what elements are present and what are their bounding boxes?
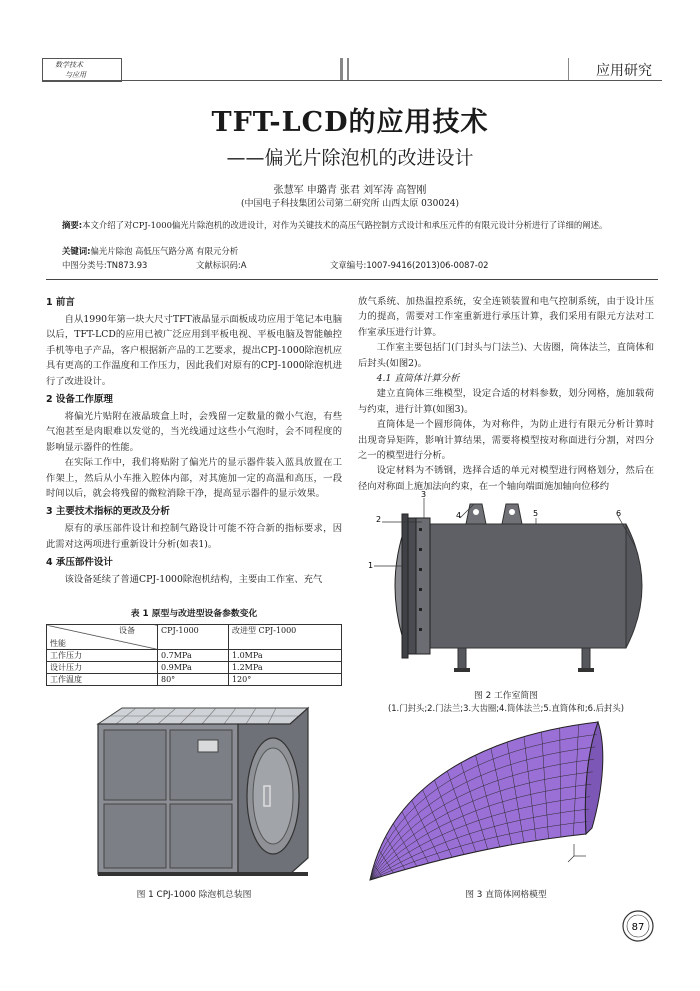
figure-2-chamber-diagram bbox=[366, 488, 654, 680]
fig2-label-4: 4 bbox=[456, 511, 462, 520]
table-cell: 1.0MPa bbox=[228, 650, 341, 662]
paragraph: 将偏光片贴附在液晶玻盒上时，会残留一定数量的微小气泡，有些气泡甚至是肉眼难以发觉的，当光线通过这些小气泡时，会不同程度的影响显示器件的性能。 bbox=[46, 411, 342, 453]
paper-subtitle: ——偏光片除泡机的改进设计 bbox=[226, 147, 474, 169]
figure-3-caption: 图 3 直筒体网格模型 bbox=[465, 890, 547, 900]
header-col1: CPJ-1000 bbox=[158, 625, 229, 650]
table-cell: 工作压力 bbox=[47, 650, 158, 662]
keywords-label: 关键词: bbox=[62, 246, 91, 256]
table-row bbox=[47, 674, 342, 686]
abstract-label: 摘要: bbox=[62, 220, 83, 230]
paragraph: 自从1990年第一块大尺寸TFT液晶显示面板成功应用于笔记本电脑以后，TFT-LCD的应用已被广泛应用到平板电视、平板电脑及智能触控手机等电子产品，客户根据新产品的工艺要求，提出CPJ-1000除泡机应具有更高的工作温度和工作压力，因此我们对原有的CPJ-1000除泡机进行了改进设计。 bbox=[46, 314, 342, 387]
table-cell: 工作温度 bbox=[47, 674, 158, 686]
figure-1-machine-illustration bbox=[76, 692, 316, 882]
table-row bbox=[47, 650, 342, 662]
table-cell: 0.9MPa bbox=[158, 662, 229, 674]
table-cell: 80° bbox=[158, 674, 229, 686]
header-equipment: 设备 bbox=[119, 626, 135, 635]
paragraph: 放气系统、加热温控系统，安全连锁装置和电气控制系统，由于设计压力的提高，需要对工作室重新进行承压计算，我们采用有限元方法对工作室承压进行计算。 bbox=[358, 296, 654, 338]
left-column bbox=[46, 294, 342, 588]
fig2-label-1: 1 bbox=[368, 561, 374, 570]
fig2-label-2: 2 bbox=[376, 515, 382, 524]
keywords bbox=[62, 245, 238, 257]
figure-3-mesh-model bbox=[360, 716, 656, 884]
keywords-text: 偏光片除泡 高低压气路分离 有限元分析 bbox=[90, 246, 239, 256]
page-number-seal bbox=[622, 910, 654, 942]
diagonal-header-cell bbox=[47, 625, 158, 650]
paragraph: 在实际工作中，我们将贴附了偏光片的显示器件装入蓝具放置在工作架上，然后从小车推入腔体内部，对其施加一定的高温和高压，一段时间以后，就会将残留的微粒消除干净，提高显示器件的显示效果。 bbox=[46, 457, 342, 500]
abstract bbox=[46, 219, 658, 232]
section-heading: 2 设备工作原理 bbox=[46, 394, 113, 406]
paper-title: TFT-LCD的应用技术 bbox=[211, 107, 489, 138]
paragraph: 工作室主要包括门(门封头与门法兰)、大齿圈，筒体法兰，直筒体和后封头(如图2)。 bbox=[358, 342, 654, 369]
table-cell: 1.2MPa bbox=[228, 662, 341, 674]
table-cell: 0.7MPa bbox=[158, 650, 229, 662]
header-col2: 改进型 CPJ-1000 bbox=[228, 625, 341, 650]
table-header-row bbox=[47, 625, 342, 650]
section-heading: 1 前言 bbox=[46, 297, 75, 308]
paragraph: 直筒体是一个圆形筒体，为对称件，为防止进行有限元分析计算时出现奇异矩阵，影响计算结果，需要将模型按对称面进行分割，对四分之一的模型进行分析。 bbox=[358, 419, 654, 462]
abstract-text: 本文介绍了对CPJ-1000偏光片除泡机的改进设计，对作为关键技术的高压气路控制方式设计和承压元件的有限元设计分析进行了详细的阐述。 bbox=[82, 220, 608, 230]
article-number: 文章编号:1007-9416(2013)06-0087-02 bbox=[330, 260, 489, 270]
section-heading: 4 承压部件设计 bbox=[46, 557, 113, 569]
header-divider-mark bbox=[568, 58, 569, 80]
table-cell: 设计压力 bbox=[47, 662, 158, 674]
badge-line-1: 数学技术 bbox=[55, 61, 83, 69]
fig2-label-5: 5 bbox=[533, 509, 539, 518]
clc-number: 中图分类号:TN873.93 bbox=[62, 260, 148, 270]
badge-line-2: 与应用 bbox=[65, 71, 86, 79]
journal-badge bbox=[42, 58, 122, 82]
section-name: 应用研究 bbox=[596, 63, 652, 79]
table-cell: 120° bbox=[228, 674, 341, 686]
table-row bbox=[47, 662, 342, 674]
header-rule bbox=[42, 80, 662, 81]
section-rule bbox=[46, 279, 658, 280]
fig2-label-6: 6 bbox=[616, 509, 622, 518]
paragraph: 该设备延续了普通CPJ-1000除泡机结构，主要由工作室、充气 bbox=[64, 574, 323, 586]
right-column bbox=[358, 294, 654, 494]
paragraph: 建立直筒体三维模型，设定合适的材料参数，划分网格，施加载荷与约束，进行计算(如图3)。 bbox=[358, 388, 654, 415]
subsection-heading: 4.1 直筒体计算分析 bbox=[376, 373, 460, 385]
paragraph: 原有的承压部件设计和控制气路设计可能不符合新的指标要求，因此需对这两项进行重新设计分析(如表1)。 bbox=[46, 523, 342, 550]
authors: 张慧军 申璐青 张君 刘军涛 高智刚 bbox=[273, 185, 427, 196]
header-performance: 性能 bbox=[50, 639, 66, 648]
page-number: 87 bbox=[631, 922, 645, 933]
fig2-label-3: 3 bbox=[421, 490, 427, 499]
figure-2-legend: (1.门封头;2.门法兰;3.大齿圈;4.筒体法兰;5.直筒体和;6.后封头) bbox=[387, 703, 625, 713]
figure-1-caption: 图 1 CPJ-1000 除泡机总装图 bbox=[136, 890, 252, 900]
section-heading: 3 主要技术指标的更改及分析 bbox=[46, 506, 170, 518]
affiliation: (中国电子科技集团公司第二研究所 山西太原 030024) bbox=[240, 199, 460, 209]
header-divider-mark bbox=[340, 58, 343, 80]
table-caption: 表 1 原型与改进型设备参数变化 bbox=[130, 609, 258, 619]
figure-2-caption: 图 2 工作室简图 bbox=[474, 691, 538, 701]
parameter-table bbox=[46, 624, 342, 686]
paragraph: 设定材料为不锈钢，选择合适的单元对模型进行网格划分，然后在径向对称面上施加法向约束，在一个轴向端面施加轴向位移约 bbox=[358, 465, 654, 492]
document-code: 文献标识码:A bbox=[196, 260, 247, 270]
axis-triad bbox=[568, 844, 586, 862]
header-divider-mark bbox=[347, 58, 349, 80]
